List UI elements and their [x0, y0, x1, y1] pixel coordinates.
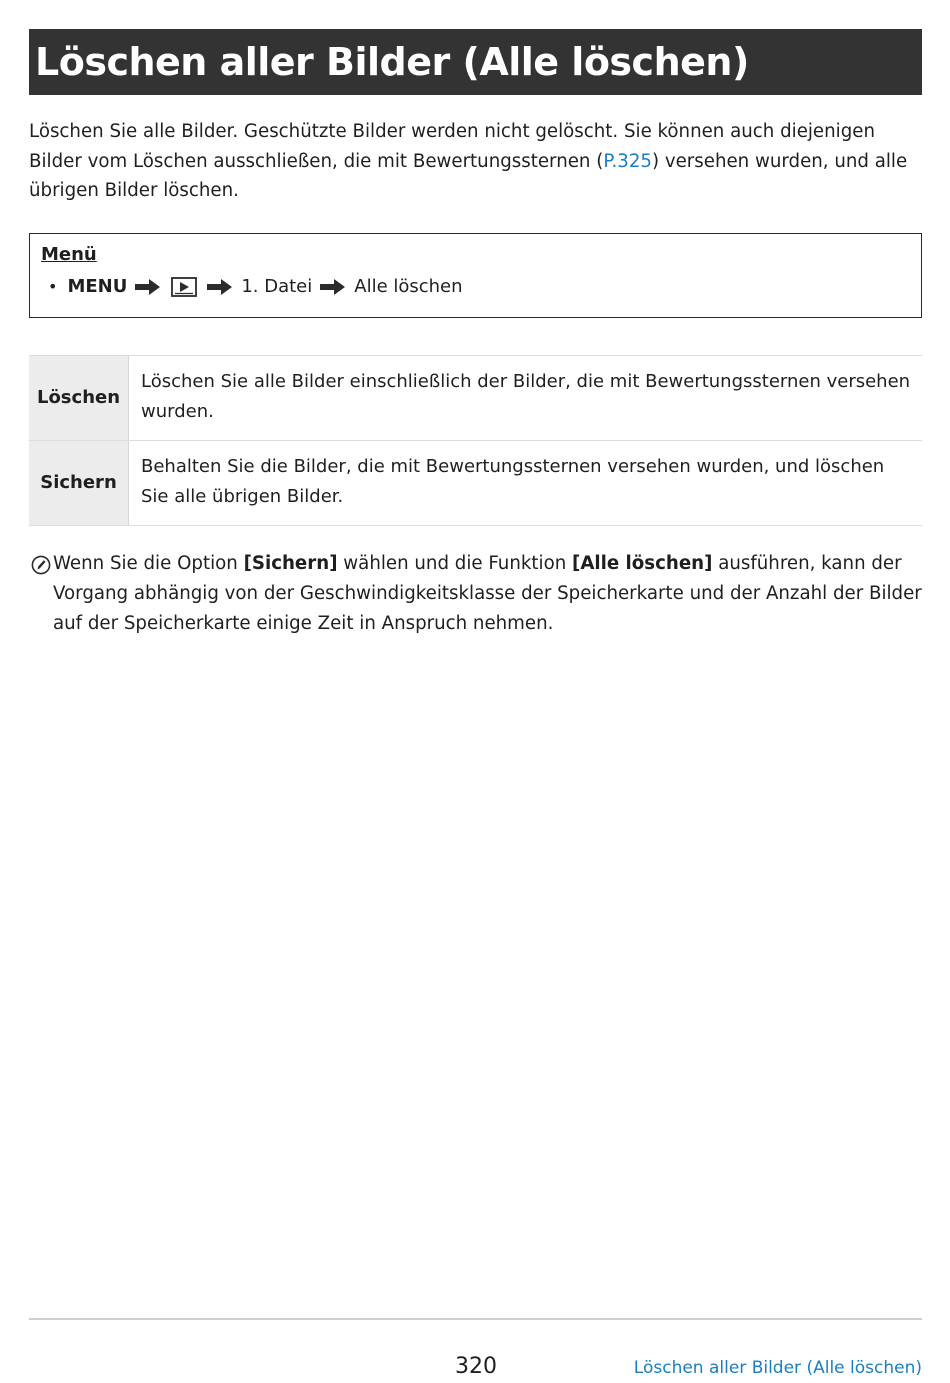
note-pencil-icon — [31, 555, 51, 575]
option-key: Löschen — [29, 356, 129, 441]
note-text-part: ausführen, kann der Vorgang abhängig von der Geschwindigkeitsklasse der Speicherkarte und der Anzahl der Bilder auf der Speicherkarte einige Zeit in Anspruch nehmen. — [53, 553, 922, 634]
menu-path — [48, 276, 463, 297]
option-key: Sichern — [29, 441, 129, 526]
footer-divider — [29, 1318, 922, 1320]
page-number: 320 — [455, 1354, 497, 1379]
note-text — [53, 549, 922, 639]
footer-section-link[interactable]: Löschen aller Bilder (Alle löschen) — [633, 1358, 922, 1378]
note-bold-function: [Alle löschen] — [572, 553, 713, 574]
menu-key-label: MENU — [67, 276, 128, 297]
menu-heading: Menü — [41, 244, 97, 265]
table-row — [29, 356, 922, 441]
menu-path-box — [29, 233, 922, 318]
page-title-bar — [29, 29, 922, 95]
table-row — [29, 441, 922, 526]
option-description: Löschen Sie alle Bilder einschließlich der Bilder, die mit Bewertungssternen versehen wurden. — [129, 356, 923, 441]
note-text-part: wählen und die Funktion — [337, 553, 573, 574]
arrow-right-icon — [320, 278, 346, 296]
menu-step-file: 1. Datei — [241, 276, 313, 297]
arrow-right-icon — [207, 278, 233, 296]
playback-icon — [171, 277, 197, 297]
intro-paragraph — [29, 117, 922, 206]
menu-step-option: Alle löschen — [354, 276, 463, 297]
note-block — [29, 549, 922, 639]
page-reference-link[interactable]: P.325 — [603, 150, 652, 172]
note-text-part: Wenn Sie die Option — [53, 553, 244, 574]
arrow-right-icon — [135, 278, 161, 296]
page-title: Löschen aller Bilder (Alle löschen) — [35, 40, 749, 84]
bullet: • — [48, 277, 58, 296]
intro-text-end: ) versehen wurden, und alle übrigen Bilder löschen. — [29, 150, 908, 201]
option-description: Behalten Sie die Bilder, die mit Bewertungssternen versehen wurden, und löschen Sie alle übrigen Bilder. — [129, 441, 923, 526]
note-bold-option: [Sichern] — [243, 553, 338, 574]
options-table — [29, 355, 922, 526]
intro-text-start: Löschen Sie alle Bilder. Geschützte Bilder werden nicht gelöscht. Sie können auch diejenigen Bilder vom Löschen ausschließen, die mit Bewertungssternen ( — [29, 121, 875, 172]
